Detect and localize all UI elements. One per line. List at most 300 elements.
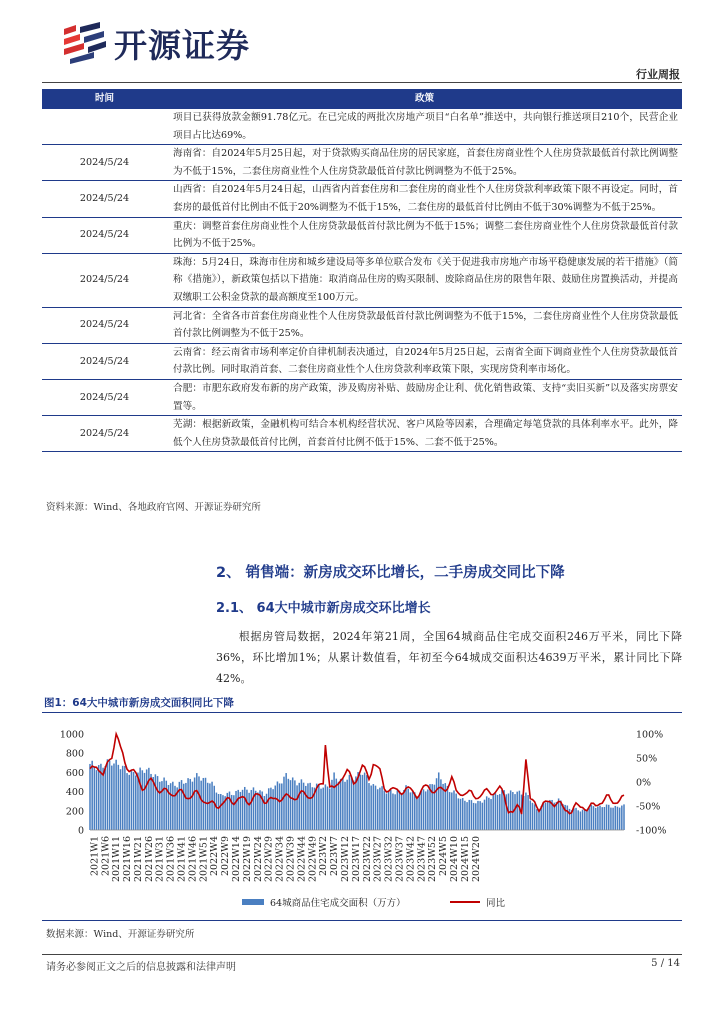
bar (255, 791, 257, 830)
bar (527, 795, 529, 830)
bar (235, 791, 237, 830)
bar (318, 785, 320, 830)
bar (449, 792, 451, 830)
bar (442, 784, 444, 830)
brand-name: 开源证券 (114, 25, 250, 65)
brand-logo-icon (60, 21, 108, 65)
bar (144, 773, 146, 830)
x-tick-label: 2021W26 (143, 836, 155, 883)
page-number: 5 / 14 (651, 958, 680, 969)
brand-logo (60, 18, 290, 68)
bar (248, 793, 250, 830)
x-tick-label: 2023W7 (329, 836, 341, 876)
bar (142, 770, 144, 830)
bar (268, 788, 270, 830)
policy-date (42, 109, 167, 145)
bar (216, 793, 218, 830)
bar (91, 761, 93, 830)
bar (427, 789, 429, 830)
bar (272, 789, 274, 830)
policy-date: 2024/5/24 (42, 145, 167, 181)
bar (549, 800, 551, 830)
policy-date: 2024/5/24 (42, 416, 167, 452)
bar (377, 789, 379, 830)
bar (510, 790, 512, 830)
bar (447, 786, 449, 830)
bar (466, 802, 468, 830)
bar (301, 779, 303, 830)
bar (547, 802, 549, 830)
x-tick-label: 2023W37 (394, 836, 406, 883)
x-tick-label: 2023W2 (318, 836, 330, 876)
bar (322, 788, 324, 830)
bar (473, 803, 475, 830)
bar (118, 765, 120, 830)
bar (357, 772, 359, 830)
x-tick-label: 2021W6 (100, 836, 112, 876)
bar (617, 807, 619, 830)
bar (386, 793, 388, 830)
bar (368, 783, 370, 830)
figure-source-note: 数据来源：Wind、开源证券研究所 (46, 929, 195, 940)
bar (383, 790, 385, 830)
bar (612, 808, 614, 830)
bar (392, 794, 394, 830)
bar (270, 788, 272, 830)
x-tick-label: 2021W16 (122, 836, 134, 883)
bar (460, 799, 462, 830)
bar (126, 773, 128, 830)
policy-date: 2024/5/24 (42, 253, 167, 307)
bar (218, 794, 220, 830)
legend-bar-swatch (242, 899, 264, 905)
bar (279, 783, 281, 830)
legend-bar-label: 64城商品住宅成交面积（万方） (270, 898, 406, 909)
bar (599, 806, 601, 830)
bar (575, 808, 577, 830)
bar (346, 780, 348, 830)
bar (139, 768, 141, 830)
bar (333, 772, 335, 830)
bar (621, 806, 623, 830)
bar (482, 803, 484, 830)
bar (309, 783, 311, 830)
bar (416, 797, 418, 830)
x-tick-label: 2024W20 (470, 836, 482, 883)
bar (105, 766, 107, 830)
x-tick-label: 2023W22 (361, 836, 373, 883)
x-tick-label: 2023W32 (383, 836, 395, 883)
bar (122, 766, 124, 830)
x-tick-label: 2021W41 (176, 836, 188, 883)
bar (412, 792, 414, 830)
y-left-tick-label: 1000 (59, 729, 84, 741)
bar (185, 783, 187, 830)
bar (381, 786, 383, 830)
x-tick-label: 2023W47 (416, 836, 428, 883)
bar (344, 782, 346, 830)
bar (303, 783, 305, 830)
bar (615, 806, 617, 830)
bar (213, 786, 215, 830)
bar (351, 777, 353, 830)
column-header-date: 时间 (42, 89, 167, 109)
policy-text: 珠海：5月24日，珠海市住房和城乡建设局等多单位联合发布《关于促进我市房地产市场平稳健康发展的若干措施》（简称《措施》），新政策包括以下措施：取消商品住房的购买限制、废除商品住房的限售年限、鼓励住房置换活动，并提高双缴职工公积金贷款的最高额度至100万元。 (167, 253, 682, 307)
bar (379, 788, 381, 830)
bar (115, 760, 117, 830)
bar (492, 796, 494, 830)
bar (580, 812, 582, 831)
bar (597, 807, 599, 830)
bar (131, 770, 133, 830)
bar (174, 786, 176, 830)
policy-text: 芜湖：根据新政策，金融机构可结合本机构经营状况、客户风险等因素，合理确定每笔贷款的具体利率水平。此外，降低个人住房贷款最低首付比例，首套首付比例不低于15%、二套不低于25%。 (167, 416, 682, 452)
bar (294, 780, 296, 830)
bar (329, 788, 331, 830)
body-paragraph-text: 根据房管局数据，2024年第21周，全国64城商品住宅成交面积246万平米，同比下降36%，环比增加1%；从累计数值看，年初至今64城成交面积达4639万平米，累计同比下降42%。 (216, 630, 682, 685)
bar (102, 768, 104, 830)
bar (514, 794, 516, 830)
bar (349, 775, 351, 830)
bar (148, 768, 150, 830)
bar (479, 801, 481, 830)
bar (414, 792, 416, 830)
y-right-tick-label: -50% (636, 801, 661, 813)
x-tick-label: 2021W1 (89, 836, 101, 876)
bar (453, 790, 455, 830)
policy-row (42, 307, 682, 343)
bar (187, 778, 189, 830)
bar (593, 806, 595, 830)
bar (606, 805, 608, 831)
bar (490, 799, 492, 830)
x-tick-label: 2021W11 (111, 836, 123, 883)
bar (407, 789, 409, 830)
bar (198, 776, 200, 830)
bar (399, 791, 401, 830)
y-right-tick-label: 50% (636, 753, 658, 765)
bar (495, 793, 497, 830)
bar (364, 773, 366, 830)
bar (305, 786, 307, 830)
bar (192, 782, 194, 830)
bar (283, 777, 285, 830)
bar (543, 803, 545, 830)
legend-line-label: 同比 (486, 898, 506, 909)
bar (584, 809, 586, 830)
x-tick-label: 2023W27 (372, 836, 384, 883)
bar (266, 794, 268, 830)
bar (468, 800, 470, 830)
bar (425, 791, 427, 830)
footer-disclaimer: 请务必参阅正文之后的信息披露和法律声明 (46, 962, 236, 973)
bar (451, 792, 453, 830)
bar (190, 779, 192, 830)
x-tick-label: 2024W5 (438, 836, 450, 876)
bar (161, 781, 163, 830)
bar (601, 807, 603, 830)
bar (94, 767, 96, 830)
policy-date: 2024/5/24 (42, 217, 167, 253)
bar (340, 779, 342, 830)
bar (390, 790, 392, 830)
column-header-policy: 政策 (167, 89, 682, 109)
x-tick-label: 2021W51 (198, 836, 210, 883)
bar (292, 777, 294, 830)
policy-row (42, 253, 682, 307)
bar (203, 778, 205, 830)
bar (257, 792, 259, 830)
bar (536, 809, 538, 830)
bar (586, 810, 588, 830)
y-left-tick-label: 600 (65, 767, 84, 779)
bar (588, 808, 590, 830)
x-tick-label: 2023W42 (405, 836, 417, 883)
bar (388, 791, 390, 830)
bar (438, 772, 440, 830)
bar (196, 773, 198, 830)
bar (124, 766, 126, 830)
bar (277, 781, 279, 830)
bar (150, 774, 152, 830)
bar (582, 810, 584, 830)
bar (455, 794, 457, 830)
bar (375, 786, 377, 830)
figure-title: 图1：64大中城市新房成交面积同比下降 (44, 697, 234, 709)
bar (591, 805, 593, 830)
bar (534, 804, 536, 830)
y-left-tick-label: 0 (77, 825, 84, 837)
bar (113, 764, 115, 830)
policy-row (42, 379, 682, 415)
bar (181, 780, 183, 830)
bar (194, 777, 196, 830)
policy-text: 海南省：自2024年5月25日起，对于贷款购买商品住房的居民家庭，首套住房商业性个人住房贷款最低首付款比例调整为不低于15%，二套住房商业性个人住房贷款最低首付款比例调整为不低于25%。 (167, 145, 682, 181)
sales-area-chart (42, 716, 682, 918)
bar (133, 772, 135, 830)
bar (152, 777, 154, 830)
bar (362, 775, 364, 830)
policy-row (42, 181, 682, 217)
policy-date: 2024/5/24 (42, 307, 167, 343)
bar (499, 794, 501, 830)
bar (163, 778, 165, 830)
bar (220, 794, 222, 830)
bar (418, 796, 420, 830)
x-tick-label: 2022W34 (274, 836, 286, 883)
x-tick-label: 2024W10 (449, 836, 460, 883)
policy-text: 项目已获得放款金额91.78亿元。在已完成的两批次房地产项目“白名单”推送中，共向银行推送项目210个，民营企业项目占比达69%。 (167, 109, 682, 145)
bar (170, 783, 172, 830)
bar (253, 787, 255, 830)
footer-divider (42, 954, 682, 955)
bar (120, 769, 122, 830)
policy-date: 2024/5/24 (42, 343, 167, 379)
bar (296, 785, 298, 830)
subsection-heading: 2.1、 64大中城市新房成交环比增长 (216, 601, 431, 616)
bar (516, 792, 518, 830)
y-left-tick-label: 400 (65, 787, 84, 799)
y-right-tick-label: 100% (636, 729, 664, 741)
bar (281, 783, 283, 830)
bar (577, 810, 579, 830)
bar (200, 781, 202, 830)
bar (464, 801, 466, 830)
bar (211, 782, 213, 830)
bar (610, 808, 612, 830)
bar (209, 783, 211, 830)
header-divider (42, 82, 682, 83)
bar (353, 781, 355, 830)
bar (331, 780, 333, 830)
bar (109, 761, 111, 830)
bar (355, 776, 357, 830)
bar (501, 790, 503, 830)
bar (251, 790, 253, 830)
bar (421, 791, 423, 830)
y-right-tick-label: 0% (636, 777, 652, 789)
x-tick-label: 2022W39 (285, 836, 297, 883)
y-left-tick-label: 200 (65, 806, 84, 818)
x-tick-label: 2024W15 (459, 836, 471, 883)
bar (567, 805, 569, 830)
bar (405, 785, 407, 830)
bar (484, 800, 486, 830)
bar (573, 808, 575, 830)
policy-text: 合肥：市肥东政府发布新的房产政策，涉及购房补贴、鼓励房企让利、优化销售政策、支持“卖旧买新”以及落实房票安置等。 (167, 379, 682, 415)
x-tick-label: 2021W46 (187, 836, 199, 883)
bar (288, 779, 290, 830)
bar (222, 795, 224, 830)
bar (471, 800, 473, 830)
x-tick-label: 2022W9 (220, 836, 232, 876)
x-tick-label: 2023W12 (340, 836, 351, 883)
bar (623, 804, 625, 830)
bar (595, 808, 597, 830)
policy-text: 河北省：全省各市首套住房商业性个人住房贷款最低首付款比例调整为不低于15%，二套住房商业性个人住房贷款最低首付款比例调整为不低于25%。 (167, 307, 682, 343)
bar (159, 782, 161, 830)
bar (604, 807, 606, 830)
figure-top-rule (42, 712, 682, 713)
x-tick-label: 2022W29 (263, 836, 275, 883)
bar (146, 769, 148, 830)
bar (475, 803, 477, 830)
bar (98, 765, 100, 830)
bar (545, 803, 547, 830)
bar (237, 790, 239, 830)
bar (401, 793, 403, 830)
bar (488, 798, 490, 830)
bar (298, 783, 300, 830)
bar (207, 783, 209, 830)
x-tick-label: 2022W44 (296, 836, 308, 883)
bar (497, 795, 499, 830)
bar (320, 789, 322, 830)
policy-row (42, 217, 682, 253)
bar (397, 790, 399, 830)
bar (312, 787, 314, 830)
bar (155, 774, 157, 830)
x-tick-label: 2021W31 (154, 836, 166, 883)
bar (458, 798, 460, 830)
x-tick-label: 2022W49 (307, 836, 319, 883)
bar (410, 792, 412, 830)
bar (373, 784, 375, 830)
y-left-tick-label: 800 (65, 748, 84, 760)
y-right-tick-label: -100% (636, 825, 667, 837)
bar (183, 784, 185, 830)
bar (244, 787, 246, 830)
policy-row (42, 343, 682, 379)
x-tick-label: 2023W17 (350, 836, 362, 883)
bar (556, 802, 558, 830)
bar (135, 776, 137, 831)
bar (608, 805, 610, 830)
policy-row (42, 109, 682, 145)
policy-text: 山西省：自2024年5月24日起，山西省内首套住房和二套住房的商业性个人住房贷款利率政策下限不再设定。同时，首套房的最低首付比例由不低于20%调整为不低于15%，二套住房的最低首付比例由不低于30%调整为不低于25%。 (167, 181, 682, 217)
bar (403, 790, 405, 830)
bar (394, 794, 396, 830)
policy-date: 2024/5/24 (42, 379, 167, 415)
report-type-tag: 行业周报 (636, 68, 680, 81)
bar (462, 798, 464, 830)
bar (327, 786, 329, 830)
x-tick-label: 2022W14 (231, 836, 242, 883)
bar (619, 808, 621, 830)
policy-row (42, 145, 682, 181)
x-tick-label: 2022W19 (241, 836, 253, 883)
x-tick-label: 2021W36 (165, 836, 177, 883)
bar (275, 786, 277, 830)
bar (338, 782, 340, 830)
bar (285, 773, 287, 830)
bar (233, 795, 235, 830)
table-source-note: 资料来源：Wind、各地政府官网、开源证券研究所 (46, 502, 261, 513)
bar (370, 786, 372, 830)
bar (157, 776, 159, 830)
policy-row (42, 416, 682, 452)
x-tick-label: 2022W24 (252, 836, 264, 883)
bar (325, 784, 327, 830)
bar (342, 778, 344, 830)
bar (307, 783, 309, 830)
section-heading: 2、 销售端：新房成交环比增长，二手房成交同比下降 (216, 565, 565, 581)
policy-date: 2024/5/24 (42, 181, 167, 217)
bar (360, 775, 362, 830)
policy-table-header (42, 89, 682, 109)
figure-bottom-rule (42, 920, 682, 921)
bar (486, 796, 488, 830)
policy-table (42, 89, 682, 452)
bar (366, 775, 368, 830)
bar (128, 775, 130, 830)
body-paragraph (216, 626, 682, 689)
bar (205, 778, 207, 830)
x-tick-label: 2021W21 (133, 836, 144, 883)
bar (290, 780, 292, 830)
bar (172, 782, 174, 830)
bar (423, 789, 425, 830)
bar (436, 778, 438, 830)
x-tick-label: 2022W4 (209, 836, 221, 876)
bar (477, 801, 479, 830)
bar (525, 793, 527, 830)
bar (89, 764, 91, 830)
policy-text: 云南省：经云南省市场利率定价自律机制表决通过，自2024年5月25日起，云南省全面下调商业性个人住房贷款最低首付款比例。同时取消首套、二套住房商业性个人住房贷款利率政策下限，实现房贷利率市场化。 (167, 343, 682, 379)
bar (530, 800, 532, 830)
policy-text: 重庆：调整首套住房商业性个人住房贷款最低首付款比例为不低于15%；调整二套住房商业性个人住房贷款最低首付款比例为不低于25%。 (167, 217, 682, 253)
bar (111, 766, 113, 830)
